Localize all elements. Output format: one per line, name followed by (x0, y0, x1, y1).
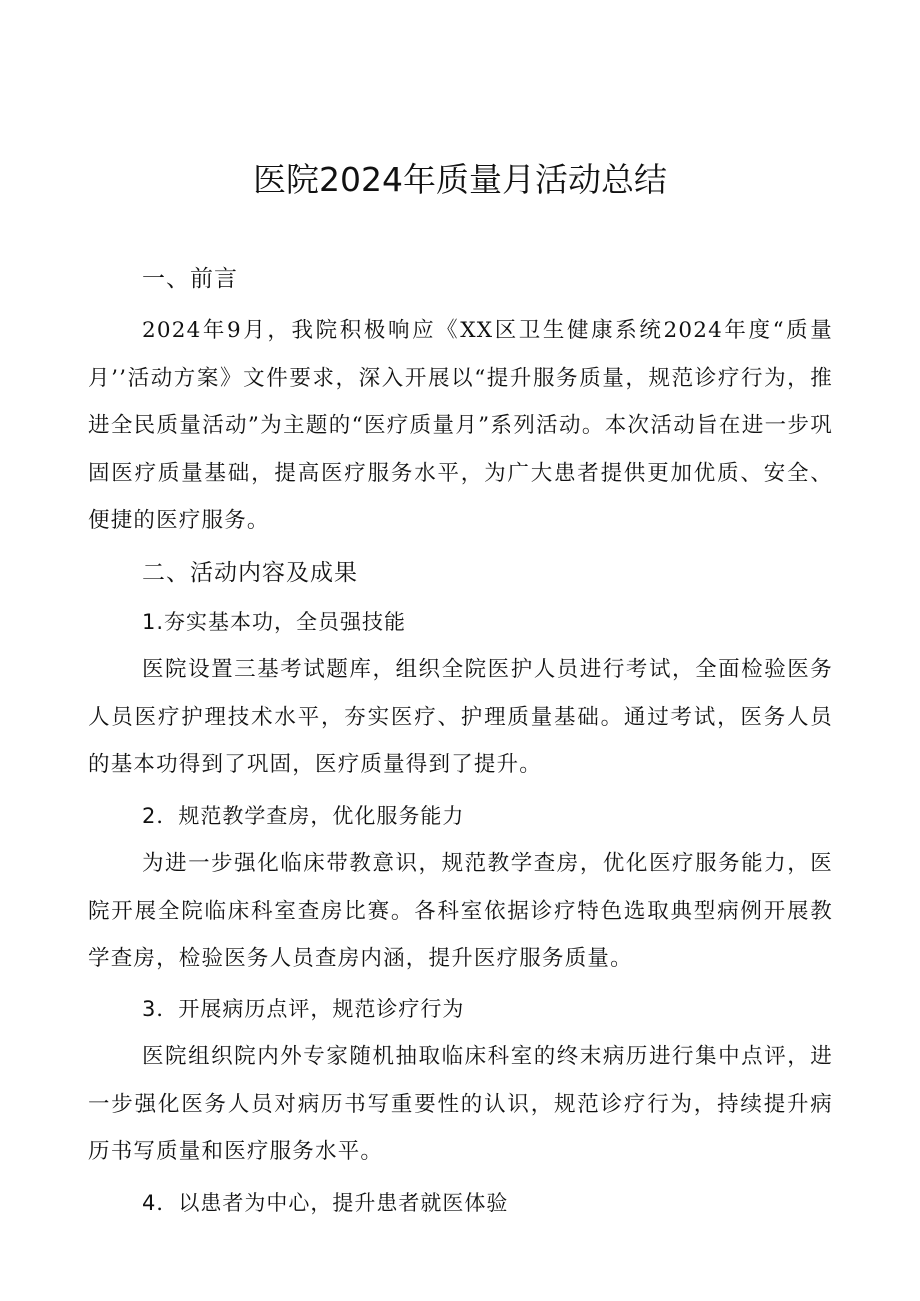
section-heading-preface: 一、前言 (142, 266, 238, 292)
paragraph-1: 医院设置三基考试题库，组织全院医护人员进行考试，全面检验医务人员医疗护理技术水平，夯实医疗、护理质量基础。通过考试，医务人员的基本功得到了巩固，医疗质量得到了提升。 (88, 657, 833, 777)
subheading-3: 3．开展病历点评，规范诊疗行为 (142, 997, 465, 1021)
paragraph-2: 为进一步强化临床带教意识，规范教学查房，优化医疗服务能力，医院开展全院临床科室查房比赛。各科室依据诊疗特色选取典型病例开展教学查房，检验医务人员查房内涵，提升医疗服务质量。 (88, 851, 833, 971)
document-title: 医院2024年质量月活动总结 (253, 160, 667, 199)
subheading-1: 1.夯实基本功，全员强技能 (142, 610, 407, 634)
section-heading-activities: 二、活动内容及成果 (142, 560, 358, 586)
paragraph-3: 医院组织院内外专家随机抽取临床科室的终末病历进行集中点评，进一步强化医务人员对病历书写重要性的认识，规范诊疗行为，持续提升病历书写质量和医疗服务水平。 (88, 1044, 833, 1164)
subheading-4: 4．以患者为中心，提升患者就医体验 (142, 1191, 509, 1215)
preface-paragraph: 2024年9月，我院积极响应《XX区卫生健康系统2024年度“质量月’’活动方案》文件要求，深入开展以“提升服务质量，规范诊疗行为，推进全民质量活动”为主题的“医疗质量月”系列活动。本次活动旨在进一步巩固医疗质量基础，提高医疗服务水平，为广大患者提供更加优质、安全、便捷的医疗服务。 (88, 318, 833, 533)
subheading-2: 2．规范教学查房，优化服务能力 (142, 804, 465, 828)
